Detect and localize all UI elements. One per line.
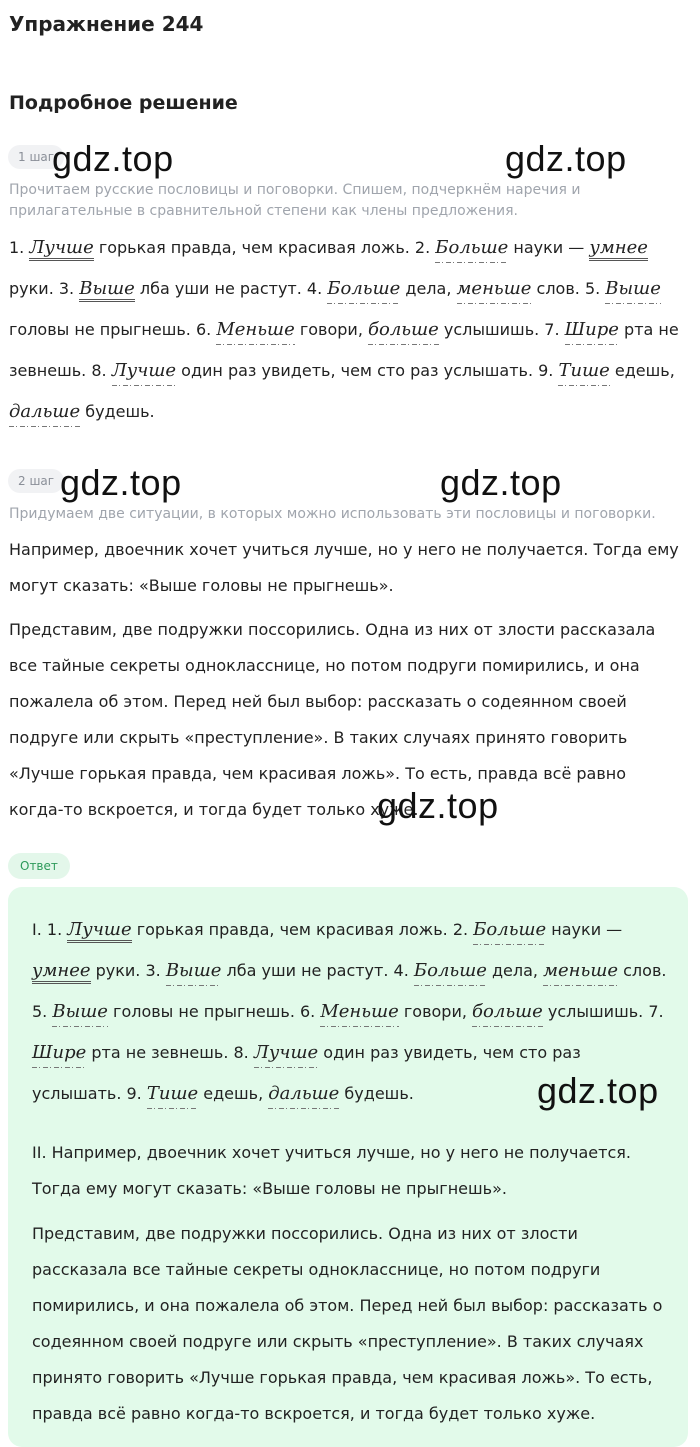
answer-part-3: Представим, две подружки поссорились. Одна из них от злости рассказала все тайные секреты однокласснице, но потом подруги помирились, и она пожалела об этом. Перед ней был выбор: рассказать о содеянном своей подруге или скрыть «преступление». В таких случаях принято говорить «Лучше горькая правда, чем красивая ложь». То есть, правда всё равно когда-то вскроется, и тогда будет только хуже. [32,1224,663,1423]
underlined-word-adverbial: Больше [327,279,400,304]
text-run: рта не зевнешь. 8. [9,320,679,380]
text-run: дела, [400,279,457,298]
text-run: руки. 3. [9,279,80,298]
watermark: gdz.top [377,785,499,826]
text-run: лба уши не растут. 4. [134,279,328,298]
watermark: gdz.top [505,138,627,179]
underlined-word-adverbial: Больше [435,238,508,263]
underlined-word-adverbial: Выше [52,1002,108,1027]
underlined-word-predicate: Лучше [67,920,131,943]
step-1-hint: Прочитаем русские пословицы и поговорки. Спишем, подчеркнём наречия и прилагательные в сравнительной степени как члены предложения. [9,182,581,219]
step-2-badge: 2 шаг [8,469,64,493]
underlined-word-adverbial: Тише [558,361,609,386]
text-run: слов. 5. [32,961,667,1021]
text-run: горькая правда, чем красивая ложь. 2. [93,238,436,257]
underlined-word-adverbial: больше [472,1002,543,1027]
underlined-word-adverbial: дальше [268,1084,339,1109]
underlined-word-adverbial: Больше [414,961,487,986]
step-2-example-1: Например, двоечник хочет учиться лучше, но у него не получается. Тогда ему могут сказать: «Выше головы не прыгнешь». [9,540,679,595]
underlined-word-adverbial: больше [368,320,439,345]
text-run: будешь. [80,402,155,421]
underlined-word-adverbial: Выше [166,961,222,986]
text-run: головы не прыгнешь. 6. [9,320,217,339]
underlined-word-adverbial: Меньше [216,320,294,345]
underlined-word-adverbial: дальше [9,402,80,427]
underlined-word-predicate: умнее [32,961,91,984]
watermark: gdz.top [440,462,562,503]
watermark: gdz.top [537,1070,659,1111]
step-2-example-2: Представим, две подружки поссорились. Одна из них от злости рассказала все тайные секреты однокласснице, но потом подруги помирились, и она пожалела об этом. Перед ней был выбор: рассказать о содеянном своей подруге или скрыть «преступление». В таких случаях принято говорить «Лучше горькая правда, чем красивая ложь». То есть, правда всё равно когда-то вскроется, и тогда будет только хуже. [9,620,656,819]
text-run: 1. [9,238,30,257]
text-run: говори, [398,1002,473,1021]
underlined-word-adverbial: Лучше [254,1043,318,1068]
text-run: головы не прыгнешь. 6. [107,1002,321,1021]
text-run: один раз увидеть, чем сто раз услышать. 9. [176,361,559,380]
underlined-word-adverbial: Лучше [112,361,176,386]
text-run: услышишь. 7. [438,320,565,339]
underlined-word-predicate: Выше [79,279,135,302]
step-1-badge: 1 шаг [8,145,64,169]
underlined-word-adverbial: Меньше [320,1002,398,1027]
text-run: будешь. [339,1084,414,1103]
step-1-exercise-text [9,227,684,432]
text-run: рта не зевнешь. 8. [86,1043,254,1062]
answer-part-2: II. Например, двоечник хочет учиться лучше, но у него не получается. Тогда ему могут сказать: «Выше головы не прыгнешь». [32,1143,631,1198]
text-run: дела, [486,961,544,980]
underlined-word-adverbial: меньше [543,961,618,986]
text-run: I. 1. [32,920,68,939]
underlined-word-adverbial: Больше [473,920,546,945]
page-title: Упражнение 244 [9,12,204,36]
text-run: говори, [294,320,368,339]
underlined-word-adverbial: Шире [565,320,619,345]
text-run: услышишь. 7. [542,1002,664,1021]
text-run: науки — [508,238,590,257]
watermark: gdz.top [60,462,182,503]
step-2-hint: Придумаем две ситуации, в которых можно использовать эти пословицы и поговорки. [9,506,656,522]
underlined-word-predicate: умнее [589,238,648,261]
text-run: руки. 3. [90,961,166,980]
text-run: один раз увидеть, чем сто раз услышать. 9. [32,1043,581,1103]
watermark: gdz.top [52,138,174,179]
underlined-word-adverbial: Выше [605,279,661,304]
solution-heading: Подробное решение [9,92,238,114]
underlined-word-adverbial: Шире [32,1043,86,1068]
underlined-word-predicate: Лучше [29,238,93,261]
text-run: едешь, [198,1084,269,1103]
underlined-word-adverbial: меньше [457,279,532,304]
underlined-word-adverbial: Тише [147,1084,198,1109]
answer-badge: Ответ [8,853,70,879]
text-run: слов. 5. [531,279,606,298]
text-run: горькая правда, чем красивая ложь. 2. [131,920,474,939]
text-run: едешь, [609,361,675,380]
text-run: науки — [546,920,623,939]
text-run: лба уши не растут. 4. [221,961,414,980]
